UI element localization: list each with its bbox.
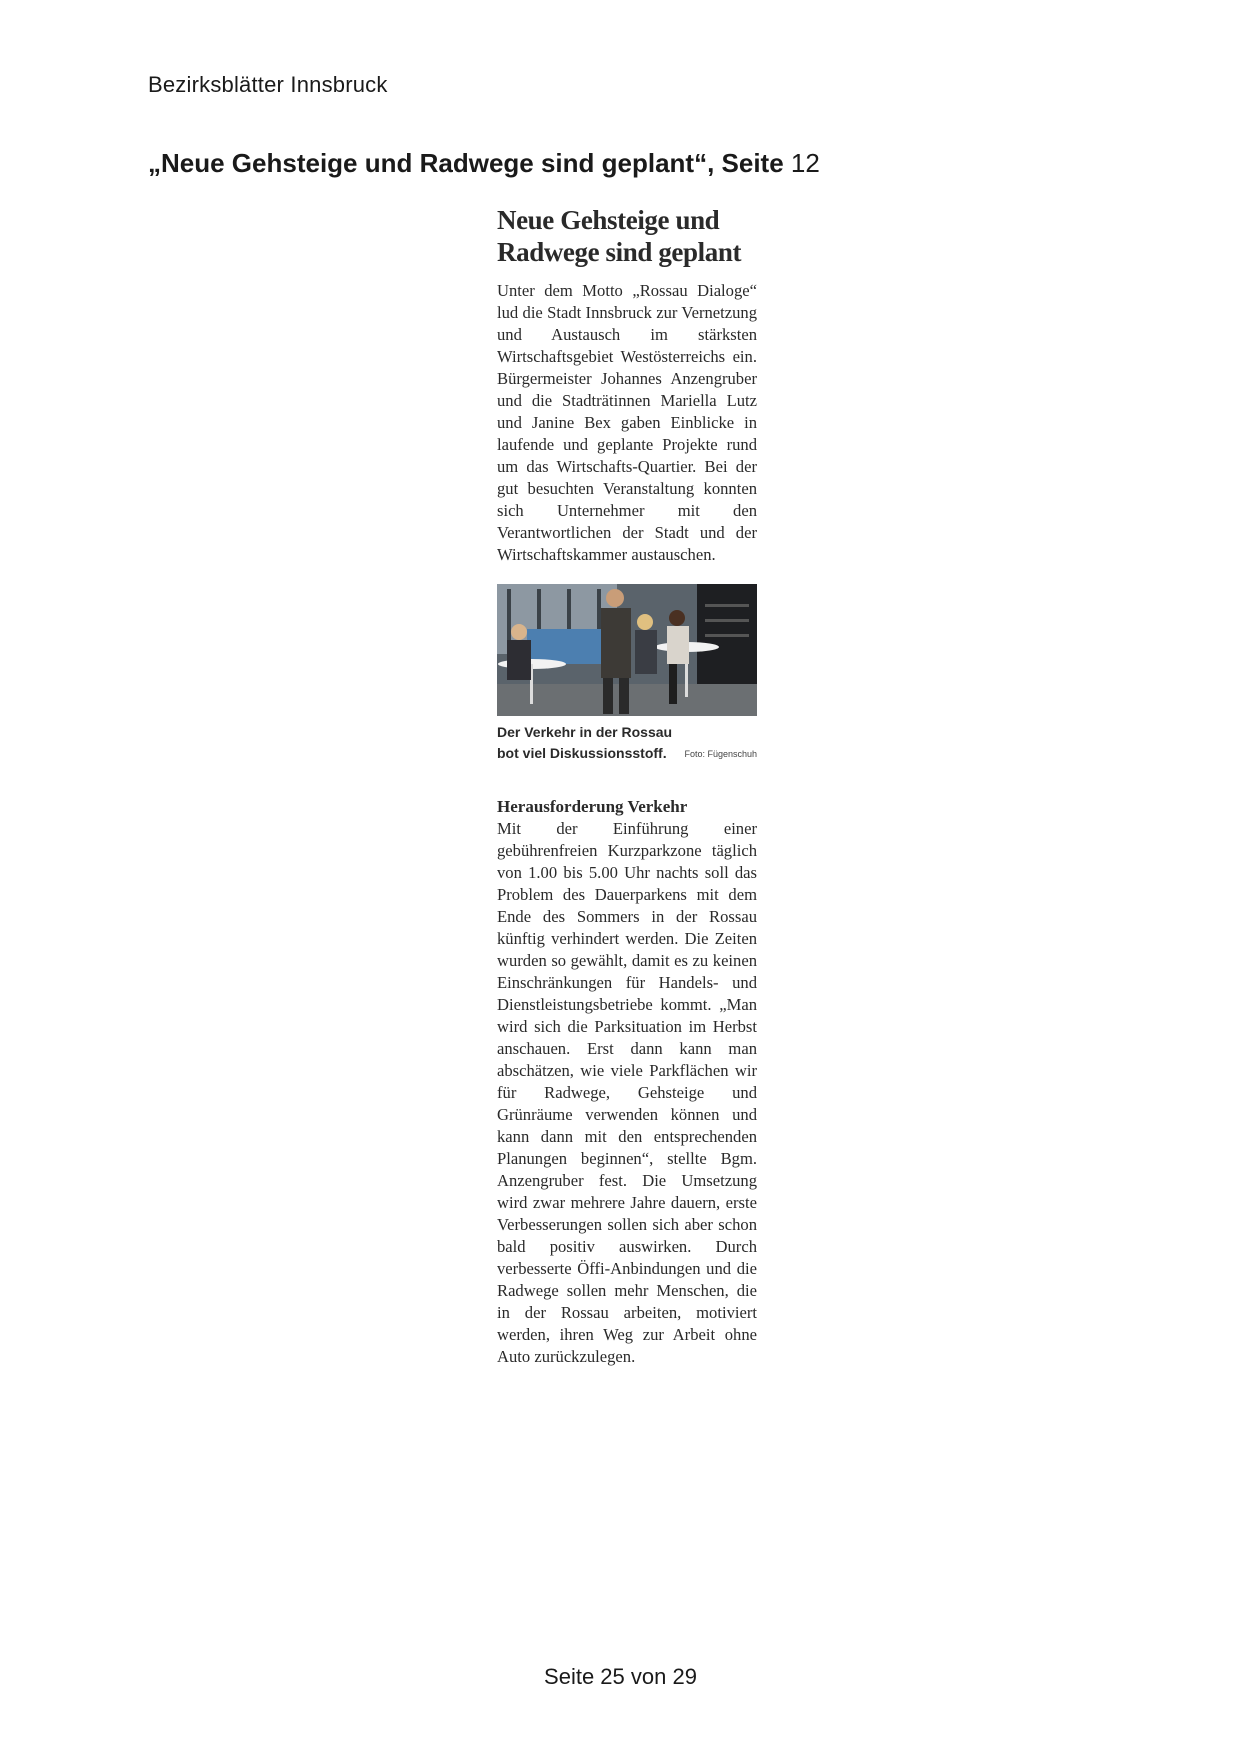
article-body: Mit der Einführung einer gebührenfreien Kurzparkzone täglich von 1.00 bis 5.00 Uhr nachts soll das Problem des Dauerparkens mit dem Ende des Sommers in der Rossau künftig verhindert werden. Die Zeiten wurden so gewählt, damit es zu keinen Einschränkungen für Handels- und Dienstleistungsbetriebe kommt. „Man wird sich die Parksituation im Herbst anschauen. Erst dann kann man abschätzen, wie viele Parkflächen wir für Radwege, Gehsteige und Grünräume verwenden können und kann dann mit den entsprechenden Planungen beginnen“, stellte Bgm. Anzengruber fest. Die Umsetzung wird zwar mehrere Jahre dauern, erste Verbesserungen sollen sich aber schon bald positiv auswirken. Durch verbesserte Öffi-Anbindungen und die Radwege sollen mehr Menschen, die in der Rossau arbeiten, motiviert werden, ihren Weg zur Arbeit ohne Auto zurückzulegen. <box>497 819 757 1366</box>
publication-name: Bezirksblätter Innsbruck <box>148 72 388 97</box>
clipping-page-number: 12 <box>790 148 820 178</box>
clipping-title: „Neue Gehsteige und Radwege sind geplant“, Seite <box>148 148 784 178</box>
photo-credit: Foto: Fügenschuh <box>684 749 757 759</box>
article-title-line-1: Neue Gehsteige und <box>497 205 720 235</box>
photo-caption-row <box>497 722 757 766</box>
article-title <box>497 204 757 268</box>
clipping-headline <box>148 148 820 179</box>
article-subheading: Herausforderung Verkehr <box>497 797 688 816</box>
article-title-line-2: Radwege sind geplant <box>497 237 742 267</box>
newspaper-article <box>497 204 757 1368</box>
article-photo <box>497 584 757 716</box>
article-intro: Unter dem Motto „Rossau Dialoge“ lud die Stadt Innsbruck zur Vernetzung und Austausch im stärksten Wirtschaftsgebiet Westösterreichs ein. Bürgermeister Johannes Anzengruber und die Stadträtinnen Mariella Lutz und Janine Bex gaben Einblicke in laufende und geplante Projekte rund um das Wirtschafts-Quartier. Bei der gut besuchten Veranstaltung konnten sich Unternehmer mit den Verantwortlichen der Stadt und der Wirtschaftskammer austauschen. <box>497 281 757 564</box>
photo-illustration <box>497 584 757 716</box>
page-footer: Seite 25 von 29 <box>544 1664 697 1689</box>
photo-caption: Der Verkehr in der Rossau bot viel Diskussionsstoff. <box>497 724 673 761</box>
